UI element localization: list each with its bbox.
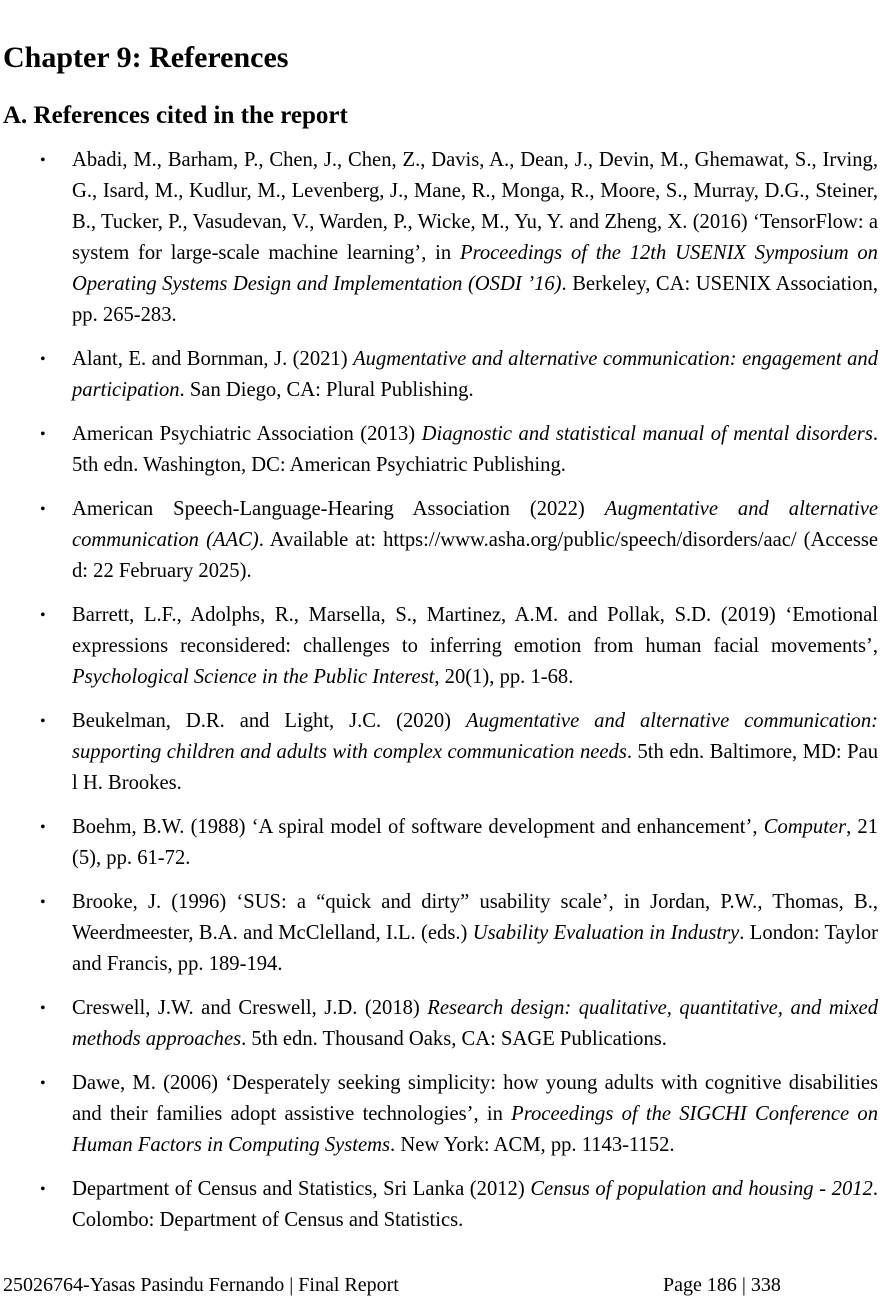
page-footer: [3, 1270, 863, 1300]
bullet-icon: •: [40, 1000, 46, 1017]
reference-publication-details: . London: Taylor and Francis, pp. 189-194.: [72, 922, 878, 975]
reference-title-italic: Psychological Science in the Public Interest: [72, 666, 435, 688]
reference-publication-details: . 5th edn. Washington, DC: American Psychiatric Publishing.: [72, 423, 878, 476]
reference-text: Dawe, M. (2006) ‘Desperately seeking simplicity: how young adults with cognitive disabilities and their families adopt assistive technologies’, in: [72, 1072, 878, 1125]
footer-page-number: Page 186 | 338: [663, 1274, 781, 1296]
reference-item: [0, 993, 878, 1055]
reference-publication-details: . New York: ACM, pp. 1143-1152.: [390, 1134, 675, 1156]
reference-item: [0, 706, 878, 799]
reference-title-italic: Usability Evaluation in Industry: [472, 922, 740, 944]
reference-text: American Psychiatric Association (2013): [72, 423, 422, 445]
reference-publication-details: . 5th edn. Thousand Oaks, CA: SAGE Publications.: [241, 1028, 667, 1050]
reference-item: [0, 812, 878, 874]
reference-item: [0, 887, 878, 980]
reference-publication-details: , 20(1), pp. 1-68.: [434, 666, 574, 688]
reference-item: [0, 419, 878, 481]
reference-item: [0, 344, 878, 406]
reference-text: American Speech-Language-Hearing Association (2022): [72, 498, 605, 520]
chapter-title: Chapter 9: References: [3, 41, 289, 74]
bullet-icon: •: [40, 819, 46, 836]
reference-title-italic: Computer: [763, 816, 847, 838]
reference-text: Department of Census and Statistics, Sri Lanka (2012): [72, 1178, 531, 1200]
bullet-icon: •: [40, 713, 46, 730]
bullet-icon: •: [40, 426, 46, 443]
footer-report-label: 25026764-Yasas Pasindu Fernando | Final Report: [3, 1274, 399, 1296]
bullet-icon: •: [40, 1075, 46, 1092]
reference-item: [0, 145, 878, 331]
reference-title-italic: Census of population and housing - 2012: [530, 1178, 873, 1200]
reference-title-italic: Diagnostic and statistical manual of mental disorders: [421, 423, 873, 445]
reference-title-italic: Research design: qualitative, quantitative, and mixed methods approaches: [72, 997, 878, 1050]
section-title: A. References cited in the report: [3, 102, 348, 129]
bullet-icon: •: [40, 894, 46, 911]
reference-text: Boehm, B.W. (1988) ‘A spiral model of software development and enhancement’,: [72, 816, 764, 838]
reference-item: [0, 1174, 878, 1236]
bullet-icon: •: [40, 152, 46, 169]
bullet-icon: •: [40, 607, 46, 624]
reference-text: Brooke, J. (1996) ‘SUS: a “quick and dirty” usability scale’, in Jordan, P.W., Thomas, B., Weerdmeester, B.A. and McClelland, I.L. (eds.): [72, 891, 878, 944]
reference-item: [0, 600, 878, 693]
reference-publication-details: . San Diego, CA: Plural Publishing.: [179, 379, 474, 401]
reference-text: Creswell, J.W. and Creswell, J.D. (2018): [72, 997, 428, 1019]
reference-title-italic: Augmentative and alternative communication (AAC): [72, 498, 878, 551]
reference-text: Barrett, L.F., Adolphs, R., Marsella, S., Martinez, A.M. and Pollak, S.D. (2019) ‘Emotional expressions reconsidered: challenges to inferring emotion from human facial movements’,: [72, 604, 878, 657]
reference-title-italic: Augmentative and alternative communication: supporting children and adults with complex communication needs: [72, 710, 878, 763]
bullet-icon: •: [40, 501, 46, 518]
reference-text: Alant, E. and Bornman, J. (2021): [72, 348, 354, 370]
reference-publication-details: , 21(5), pp. 61-72.: [72, 816, 878, 869]
reference-title-italic: Augmentative and alternative communication: engagement and participation: [72, 348, 878, 401]
reference-item: [0, 494, 878, 587]
reference-text: Beukelman, D.R. and Light, J.C. (2020): [72, 710, 466, 732]
bullet-icon: •: [40, 351, 46, 368]
bullet-icon: •: [40, 1181, 46, 1198]
reference-text: Abadi, M., Barham, P., Chen, J., Chen, Z., Davis, A., Dean, J., Devin, M., Ghemawat, S., Irving, G., Isard, M., Kudlur, M., Levenberg, J., Mane, R., Monga, R., Moore, S., Murray, D.G., Steiner, B., Tucker, P., Vasudevan, V., Warden, P., Wicke, M., Yu, Y. and Zheng, X. (2016) ‘TensorFlow: a system for large-scale machine learning’, in: [72, 149, 878, 264]
reference-title-italic: Proceedings of the SIGCHI Conference on Human Factors in Computing Systems: [72, 1103, 878, 1156]
reference-publication-details: . 5th edn. Baltimore, MD: Paul H. Brookes.: [72, 741, 879, 794]
reference-title-italic: Proceedings of the 12th USENIX Symposium on Operating Systems Design and Implementation (OSDI ’16): [72, 242, 878, 295]
reference-item: [0, 1068, 878, 1161]
reference-publication-details: . Available at: https://www.asha.org/public/speech/disorders/aac/ (Accessed: 22 February 2025).: [72, 529, 879, 582]
reference-list: [0, 145, 878, 1249]
reference-publication-details: . Colombo: Department of Census and Statistics.: [72, 1178, 878, 1231]
reference-publication-details: . Berkeley, CA: USENIX Association, pp. 265-283.: [72, 273, 878, 326]
